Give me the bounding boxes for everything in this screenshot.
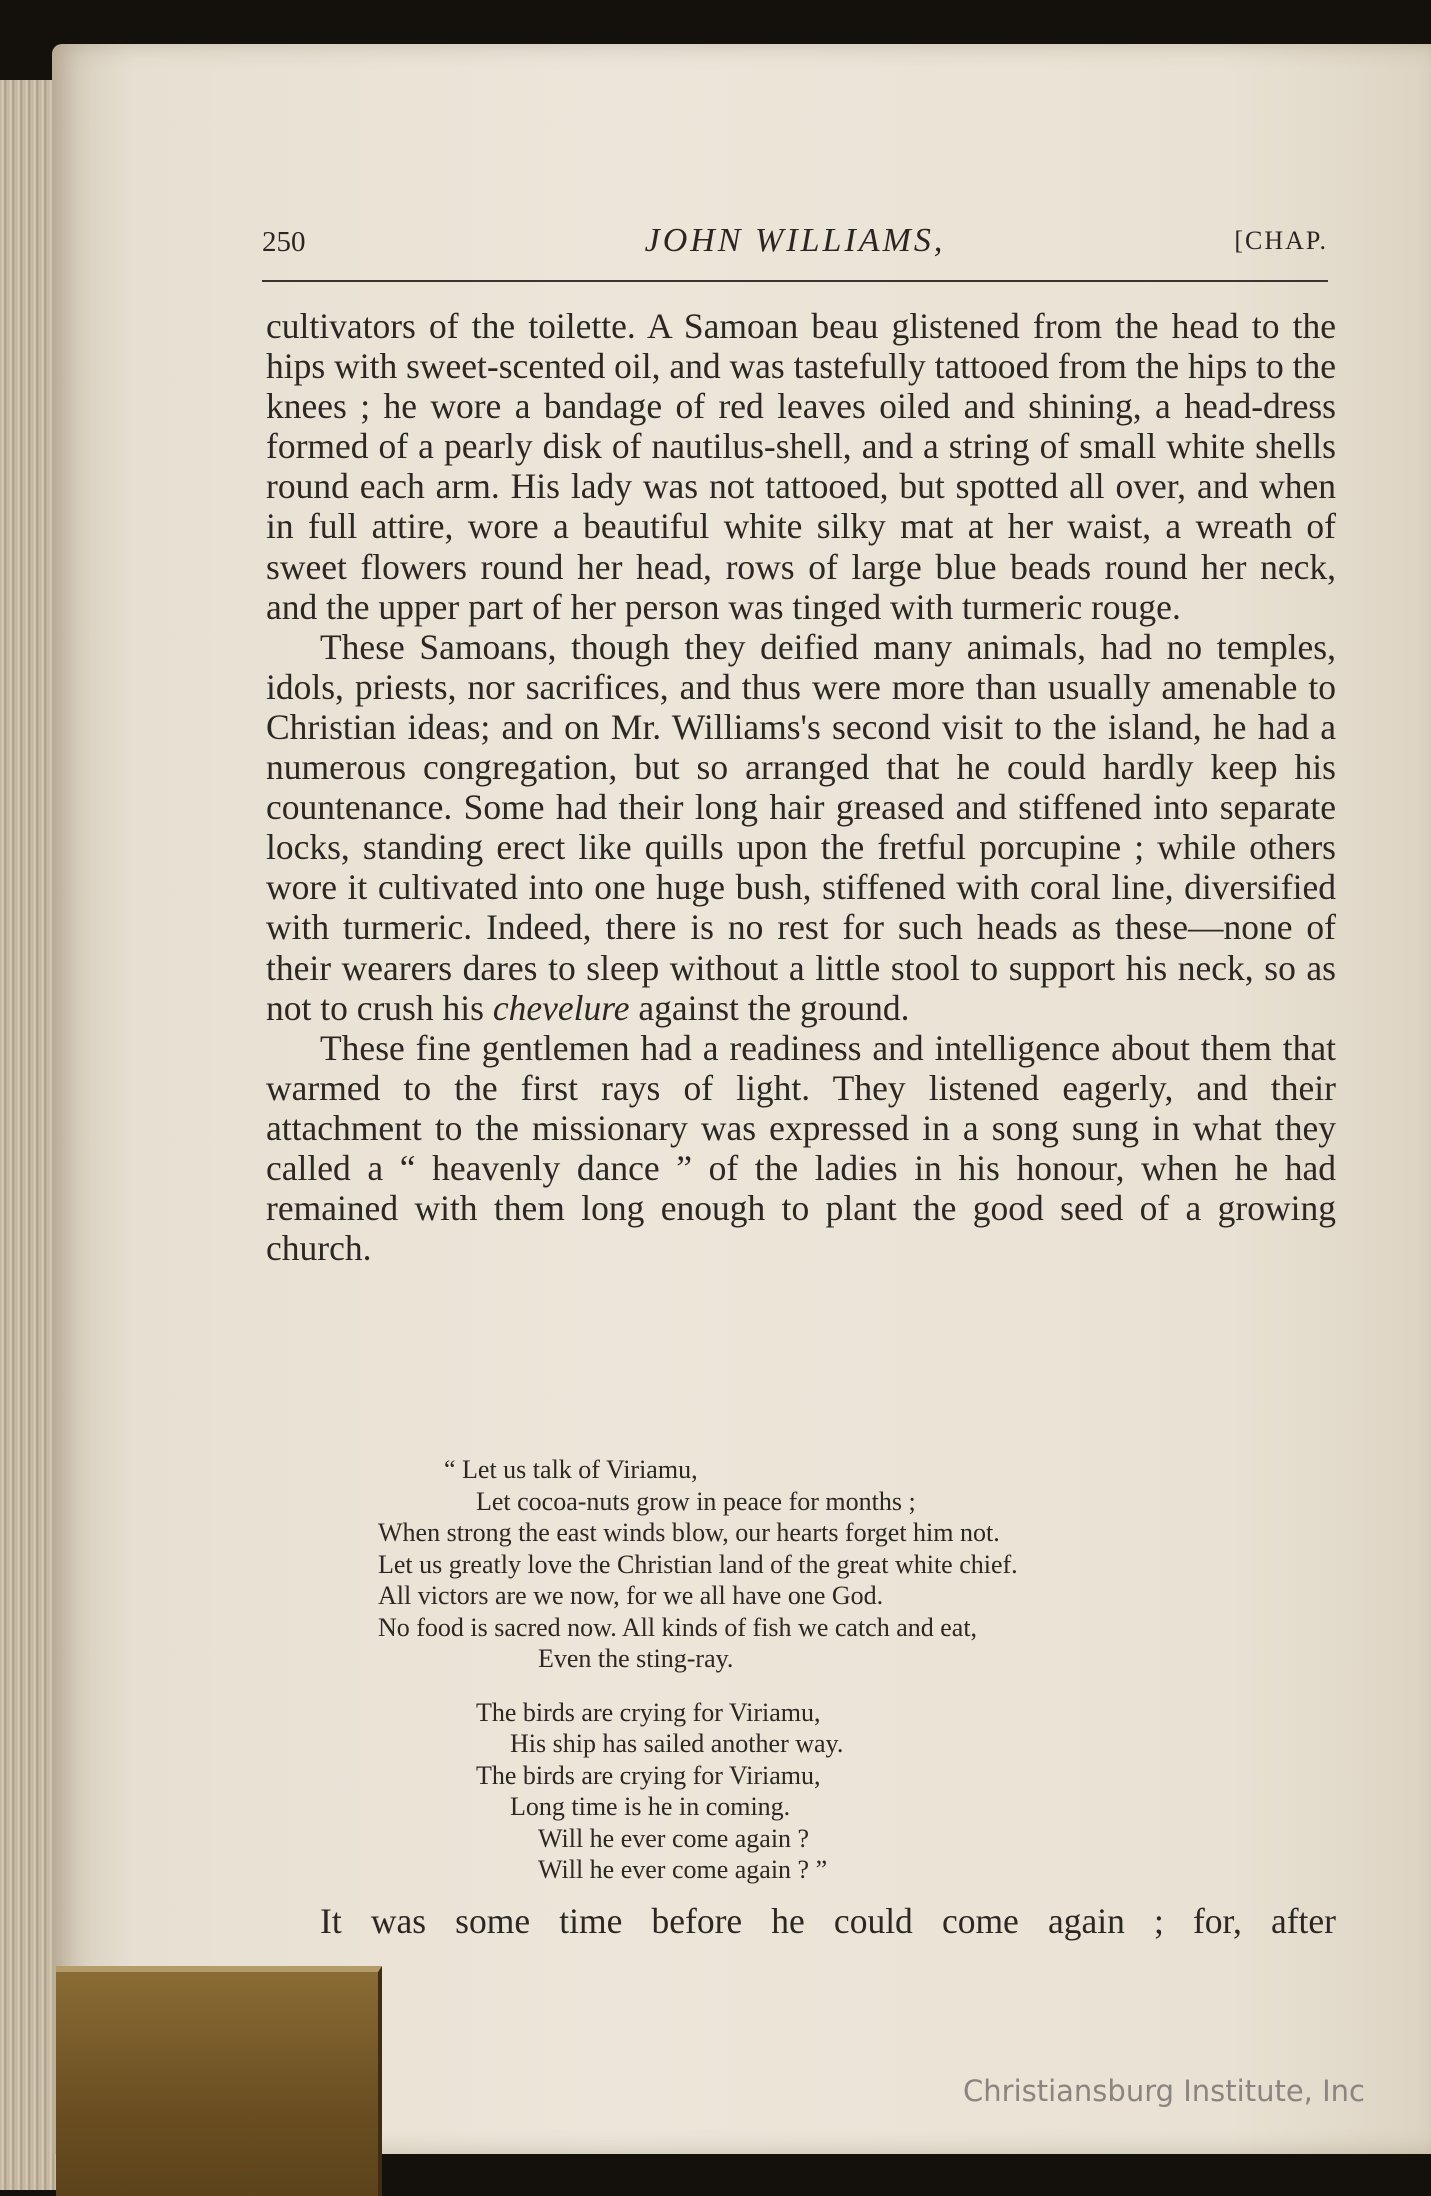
poem-line: No food is sacred now. All kinds of fish we catch and eat, — [378, 1612, 978, 1642]
chapter-label: [CHAP. — [1234, 226, 1328, 255]
paragraph-2 — [266, 627, 1336, 1028]
poem-line: Let cocoa-nuts grow in peace for months ; — [476, 1486, 916, 1516]
running-title: JOHN WILLIAMS, — [644, 222, 946, 259]
paragraph-2-text: These Samoans, though they deified many animals, had no temples, idols, priests, nor sacrifices, and thus were more than usually amenable to Christian ideas; and on Mr. Williams's second visit to the island, he had a numerous congregation, but so arranged that he could hardly keep his countenance. Some had their long hair greased and stiffened into separate locks, standing erect like quills upon the fretful porcupine ; while others wore it cultivated into one huge bush, stiffened with coral line, diversified with turmeric. Indeed, there is no rest for such heads as these—none of their wearers dares to sleep without a little stool to support his neck, so as not to crush his — [266, 626, 1336, 1028]
poem — [372, 1454, 1272, 1908]
poem-line: When strong the east winds blow, our hearts forget him not. — [378, 1518, 1000, 1547]
paragraph-3: These fine gentlemen had a readiness and intelligence about them that warmed to the first rays of light. They listened eagerly, and their attachment to the missionary was expressed in a song sung in what they called a “ heavenly dance ” of the ladies in his honour, when he had remained with them long enough to plant the good seed of a growing church. — [266, 1027, 1336, 1269]
header-rule — [262, 280, 1328, 282]
paragraph-2-end: against the ground. — [638, 987, 910, 1028]
page-number: 250 — [262, 226, 306, 258]
paragraph-1: cultivators of the toilette. A Samoan beau glistened from the head to the hips with sweet-scented oil, and was tastefully tattooed from the hips to the knees ; he wore a bandage of red leaves oiled and shining, a head-dress formed of a pearly disk of nautilus-shell, and a string of small white shells round each arm. His lady was not tattooed, but spotted all over, and when in full attire, wore a beautiful white silky mat at her waist, a wreath of sweet flowers round her head, rows of large blue beads round her neck, and the upper part of her person was tinged with turmeric rouge. — [266, 306, 1336, 627]
poem-line: Even the sting-ray. — [538, 1644, 734, 1673]
poem-line: Long time is he in coming. — [510, 1792, 791, 1821]
book-tab — [56, 1966, 382, 2196]
poem-line: All victors are we now, for we all have one God. — [378, 1581, 884, 1610]
watermark: Christiansburg Institute, Inc — [963, 2074, 1365, 2108]
poem-line: “ Let us talk of Viriamu, — [444, 1455, 698, 1484]
poem-stanza-1 — [372, 1454, 1272, 1675]
poem-line: His ship has sailed another way. — [510, 1729, 844, 1758]
poem-line: The birds are crying for Viriamu, — [476, 1760, 821, 1790]
italic-word-chevelure: chevelure — [492, 987, 630, 1028]
poem-line: The birds are crying for Viriamu, — [476, 1697, 821, 1727]
page-header — [262, 222, 1328, 266]
poem-line: Will he ever come again ? — [538, 1823, 810, 1853]
body-text — [266, 306, 1336, 1268]
continuation-line: It was some time before he could come again ; for, after — [320, 1901, 1336, 1941]
poem-line: Will he ever come again ? ” — [538, 1855, 828, 1884]
poem-stanza-2 — [372, 1697, 1272, 1886]
poem-line: Let us greatly love the Christian land of the great white chief. — [378, 1549, 1018, 1579]
